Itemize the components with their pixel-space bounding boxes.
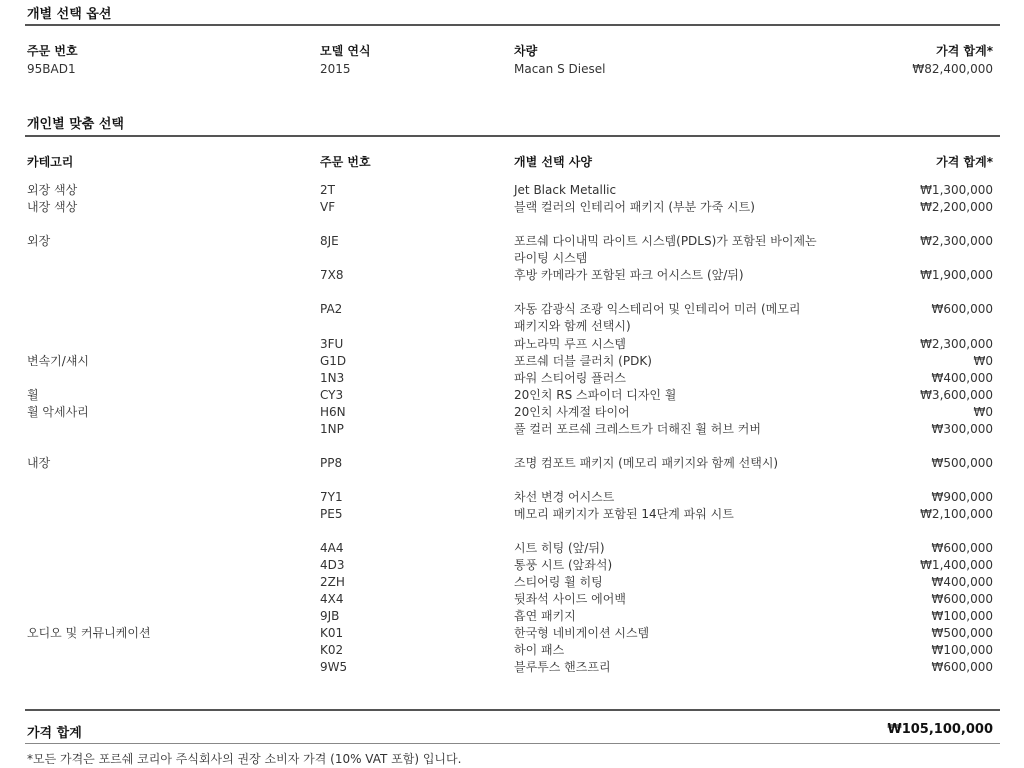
header-order-no: 주문 번호 bbox=[27, 44, 78, 58]
header-category: 카테고리 bbox=[27, 155, 74, 169]
row-code: 2ZH bbox=[320, 575, 345, 589]
row-option: 파워 스티어링 플러스 bbox=[514, 371, 626, 385]
row-code: 1NP bbox=[320, 422, 344, 436]
header-code: 주문 번호 bbox=[320, 155, 371, 169]
row-code: G1D bbox=[320, 354, 347, 368]
total-value: ₩105,100,000 bbox=[887, 722, 993, 737]
row-option: 뒷좌석 사이드 에어백 bbox=[514, 592, 626, 606]
row-code: PE5 bbox=[320, 507, 343, 521]
row-code: H6N bbox=[320, 405, 346, 419]
row-price: ₩3,600,000 bbox=[920, 388, 993, 402]
row-category: 휠 악세사리 bbox=[27, 405, 89, 419]
row-code: 4X4 bbox=[320, 592, 344, 606]
row-price: ₩100,000 bbox=[931, 609, 993, 623]
row-option: 메모리 패키지가 포함된 14단계 파워 시트 bbox=[514, 507, 734, 521]
row-code: 2T bbox=[320, 183, 335, 197]
row-price: ₩300,000 bbox=[931, 422, 993, 436]
row-option: 자동 감광식 조광 익스테리어 및 인테리어 미러 (메모리 패키지와 함께 선택시) bbox=[514, 302, 801, 333]
value-order-no: 95BAD1 bbox=[27, 62, 76, 76]
header-option: 개별 선택 사양 bbox=[514, 155, 592, 169]
header-vehicle: 차량 bbox=[514, 44, 538, 58]
row-option: 시트 히팅 (앞/뒤) bbox=[514, 541, 605, 555]
value-price-total: ₩82,400,000 bbox=[912, 62, 993, 76]
row-price: ₩1,300,000 bbox=[920, 183, 993, 197]
row-option: 블루투스 핸즈프리 bbox=[514, 660, 611, 674]
row-option: 포르쉐 더블 클러치 (PDK) bbox=[514, 354, 652, 368]
row-price: ₩500,000 bbox=[931, 456, 993, 470]
total-rule bbox=[25, 709, 1000, 711]
row-code: 9JB bbox=[320, 609, 340, 623]
section-title-personalization: 개인별 맞춤 선택 bbox=[27, 117, 124, 132]
row-category: 변속기/섀시 bbox=[27, 354, 90, 368]
value-vehicle: Macan S Diesel bbox=[514, 62, 606, 76]
header-price-total: 가격 합계* bbox=[936, 44, 993, 58]
row-category: 휠 bbox=[27, 388, 39, 402]
row-option: 차선 변경 어시스트 bbox=[514, 490, 615, 504]
row-code: K02 bbox=[320, 643, 344, 657]
section-rule bbox=[25, 135, 1000, 137]
row-option: 조명 컴포트 패키지 (메모리 패키지와 함께 선택시) bbox=[514, 456, 779, 470]
row-code: 3FU bbox=[320, 337, 344, 351]
row-option: 블랙 컬러의 인테리어 패키지 (부분 가죽 시트) bbox=[514, 200, 755, 214]
row-code: PP8 bbox=[320, 456, 343, 470]
row-price: ₩0 bbox=[973, 354, 993, 368]
row-option: Jet Black Metallic bbox=[514, 183, 617, 197]
header-model-year: 모델 연식 bbox=[320, 44, 371, 58]
row-option: 흡연 패키지 bbox=[514, 609, 576, 623]
row-category: 내장 bbox=[27, 456, 51, 470]
price-sheet bbox=[25, 0, 1000, 768]
row-option: 스티어링 휠 히팅 bbox=[514, 575, 603, 589]
footnote: *모든 가격은 포르쉐 코리아 주식회사의 권장 소비자 가격 (10% VAT 포함) 입니다. bbox=[27, 752, 462, 766]
row-price: ₩500,000 bbox=[931, 626, 993, 640]
row-code: 7Y1 bbox=[320, 490, 343, 504]
row-option: 풀 컬러 포르쉐 크레스트가 더해진 휠 허브 커버 bbox=[514, 422, 761, 436]
row-option: 통풍 시트 (앞좌석) bbox=[514, 558, 613, 572]
row-category: 외장 색상 bbox=[27, 183, 78, 197]
row-price: ₩600,000 bbox=[931, 302, 993, 316]
row-option: 하이 패스 bbox=[514, 643, 565, 657]
header-price: 가격 합계* bbox=[936, 155, 993, 169]
row-code: PA2 bbox=[320, 302, 343, 316]
row-code: 4A4 bbox=[320, 541, 344, 555]
row-category: 오디오 및 커뮤니케이션 bbox=[27, 626, 151, 640]
row-price: ₩2,300,000 bbox=[920, 234, 993, 248]
row-price: ₩1,400,000 bbox=[920, 558, 993, 572]
row-code: K01 bbox=[320, 626, 344, 640]
row-option: 20인치 사계절 타이어 bbox=[514, 405, 630, 419]
row-code: 7X8 bbox=[320, 268, 344, 282]
row-category: 내장 색상 bbox=[27, 200, 78, 214]
row-code: CY3 bbox=[320, 388, 344, 402]
section-rule bbox=[25, 24, 1000, 26]
row-option: 파노라믹 루프 시스템 bbox=[514, 337, 626, 351]
row-price: ₩400,000 bbox=[931, 575, 993, 589]
footnote-rule bbox=[25, 743, 1000, 744]
total-label: 가격 합계 bbox=[27, 726, 82, 741]
row-code: 8JE bbox=[320, 234, 339, 248]
row-code: 1N3 bbox=[320, 371, 345, 385]
row-code: 9W5 bbox=[320, 660, 348, 674]
section-title-options: 개별 선택 옵션 bbox=[27, 7, 112, 22]
row-price: ₩600,000 bbox=[931, 660, 993, 674]
row-price: ₩2,100,000 bbox=[920, 507, 993, 521]
value-model-year: 2015 bbox=[320, 62, 351, 76]
row-price: ₩100,000 bbox=[931, 643, 993, 657]
row-price: ₩900,000 bbox=[931, 490, 993, 504]
row-price: ₩400,000 bbox=[931, 371, 993, 385]
row-code: VF bbox=[320, 200, 336, 214]
row-option: 포르쉐 다이내믹 라이트 시스템(PDLS)가 포함된 바이제논 라이팅 시스템 bbox=[514, 234, 817, 265]
row-price: ₩2,200,000 bbox=[920, 200, 993, 214]
row-price: ₩2,300,000 bbox=[920, 337, 993, 351]
row-option: 후방 카메라가 포함된 파크 어시스트 (앞/뒤) bbox=[514, 268, 744, 282]
row-option: 20인치 RS 스파이더 디자인 휠 bbox=[514, 388, 677, 402]
row-option: 한국형 네비게이션 시스템 bbox=[514, 626, 650, 640]
row-category: 외장 bbox=[27, 234, 51, 248]
row-price: ₩600,000 bbox=[931, 592, 993, 606]
row-code: 4D3 bbox=[320, 558, 345, 572]
row-price: ₩1,900,000 bbox=[920, 268, 993, 282]
row-price: ₩600,000 bbox=[931, 541, 993, 555]
row-price: ₩0 bbox=[973, 405, 993, 419]
